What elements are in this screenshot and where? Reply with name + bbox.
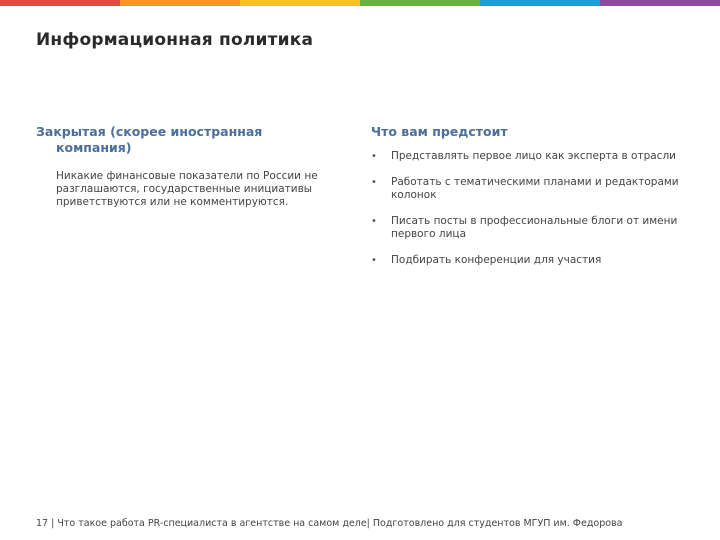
left-heading-line2: компания) <box>56 140 132 155</box>
bullet-icon: • <box>371 216 377 227</box>
list-item-text: Представлять первое лицо как эксперта в отрасли <box>391 150 676 162</box>
accent-segment-yellow <box>240 0 360 6</box>
list-item-text: Работать с тематическими планами и редакторами колонок <box>391 176 679 201</box>
list-item <box>371 254 681 267</box>
footer-text: | Что такое работа PR-специалиста в агентстве на самом деле| Подготовлено для студентов МГУП им. Федорова <box>48 518 623 529</box>
list-item-text: Писать посты в профессиональные блоги от имени первого лица <box>391 215 678 240</box>
bullet-icon: • <box>371 177 377 188</box>
list-item-text: Подбирать конференции для участия <box>391 254 602 266</box>
slide-title: Информационная политика <box>36 30 314 50</box>
accent-segment-blue <box>480 0 600 6</box>
accent-segment-green <box>360 0 480 6</box>
slide-footer <box>36 518 622 529</box>
right-heading: Что вам предстоит <box>371 124 508 139</box>
right-column <box>371 124 681 280</box>
list-item <box>371 150 681 163</box>
page-number: 17 <box>36 518 49 529</box>
left-column <box>36 124 336 209</box>
bullet-icon: • <box>371 255 377 266</box>
task-list <box>371 150 681 267</box>
accent-segment-red <box>0 0 120 6</box>
bullet-icon: • <box>371 151 377 162</box>
top-accent-bar <box>0 0 720 6</box>
left-heading <box>36 124 336 156</box>
left-heading-line1: Закрытая (скорее иностранная <box>36 124 263 139</box>
list-item <box>371 176 681 202</box>
list-item <box>371 215 681 241</box>
accent-segment-purple <box>600 0 720 6</box>
left-body-text: Никакие финансовые показатели по России не разглашаются, государственные инициативы приветствуются или не комментируются. <box>56 170 318 208</box>
accent-segment-orange <box>120 0 240 6</box>
